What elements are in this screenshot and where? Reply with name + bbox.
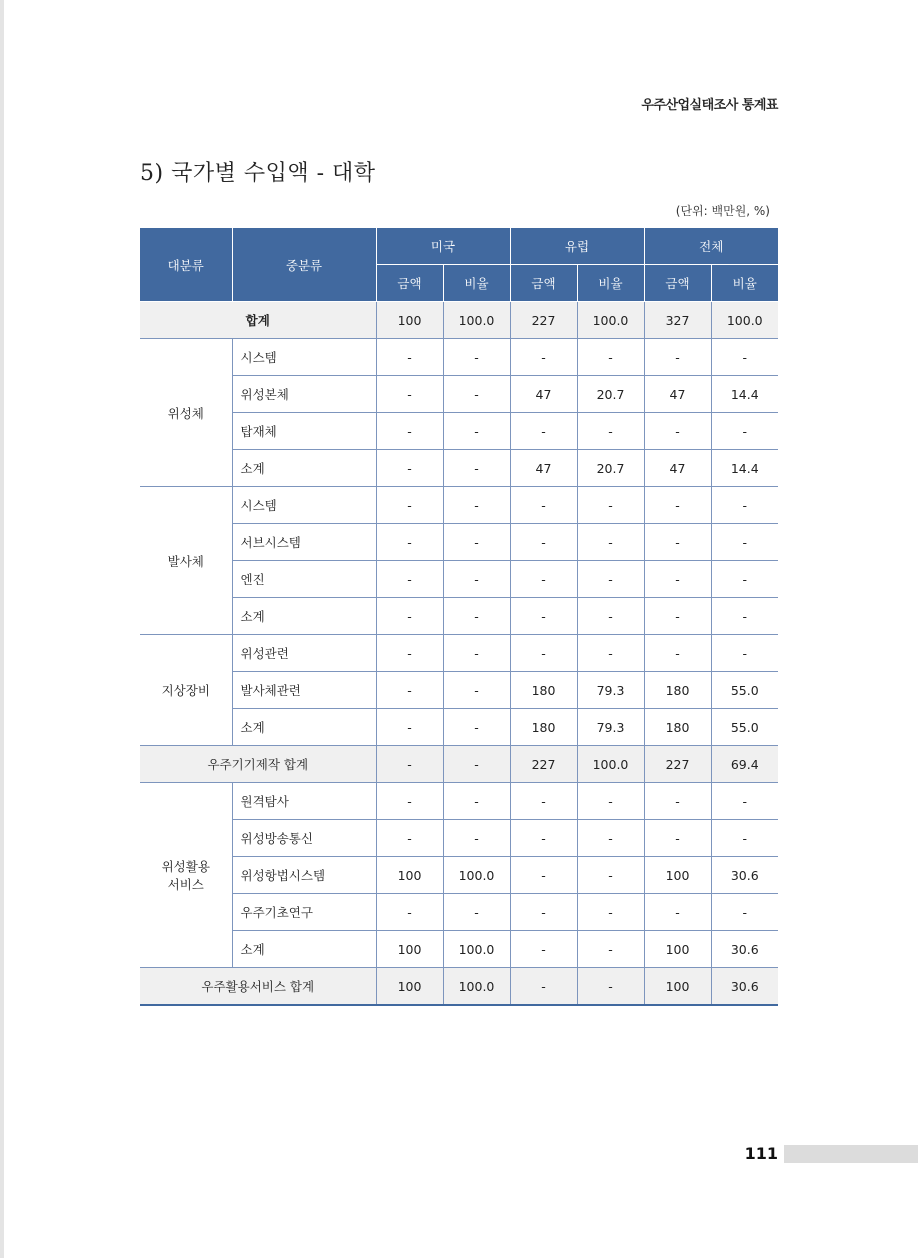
subcategory-label: 시스템: [232, 339, 376, 376]
table-row-grand-total: [140, 302, 778, 339]
table-row: [140, 487, 778, 524]
cell-value: 100: [644, 968, 711, 1006]
subcategory-label: 소계: [232, 598, 376, 635]
cell-value: -: [644, 598, 711, 635]
header-amount: 금액: [644, 265, 711, 302]
cell-value: -: [376, 894, 443, 931]
cell-value: -: [510, 820, 577, 857]
table-row: [140, 376, 778, 413]
category-label-line: 서비스: [167, 877, 204, 892]
table-row: [140, 709, 778, 746]
subcategory-label: 소계: [232, 931, 376, 968]
cell-value: -: [644, 487, 711, 524]
cell-value: 14.4: [711, 450, 778, 487]
cell-value: -: [510, 339, 577, 376]
subcategory-label: 위성항법시스템: [232, 857, 376, 894]
cell-value: 20.7: [577, 450, 644, 487]
header-minor-category: 중분류: [232, 228, 376, 302]
cell-value: 100: [376, 302, 443, 339]
subcategory-label: 소계: [232, 450, 376, 487]
cell-value: 30.6: [711, 968, 778, 1006]
header-group-usa: 미국: [376, 228, 510, 265]
subcategory-label: 탑재체: [232, 413, 376, 450]
subcategory-label: 위성관련: [232, 635, 376, 672]
cell-value: -: [510, 635, 577, 672]
table-row: [140, 672, 778, 709]
cell-value: -: [376, 487, 443, 524]
subcategory-label: 소계: [232, 709, 376, 746]
table-row: [140, 450, 778, 487]
cell-value: -: [644, 561, 711, 598]
cell-value: 327: [644, 302, 711, 339]
table-row: [140, 635, 778, 672]
cell-value: 100.0: [577, 302, 644, 339]
cell-value: 100.0: [577, 746, 644, 783]
cell-value: -: [577, 894, 644, 931]
cell-value: -: [644, 894, 711, 931]
header-ratio: 비율: [443, 265, 510, 302]
cell-value: -: [443, 709, 510, 746]
cell-value: -: [644, 339, 711, 376]
cell-value: -: [443, 820, 510, 857]
row-label: 합계: [140, 302, 376, 339]
subcategory-label: 발사체관련: [232, 672, 376, 709]
cell-value: -: [510, 561, 577, 598]
table-row: [140, 413, 778, 450]
cell-value: 180: [644, 672, 711, 709]
cell-value: -: [577, 931, 644, 968]
cell-value: -: [376, 376, 443, 413]
cell-value: 180: [644, 709, 711, 746]
cell-value: 100.0: [443, 857, 510, 894]
cell-value: -: [443, 339, 510, 376]
cell-value: -: [711, 339, 778, 376]
cell-value: -: [510, 598, 577, 635]
section-title: 5) 국가별 수입액 - 대학: [140, 161, 376, 186]
table-row: [140, 931, 778, 968]
subcategory-label: 위성본체: [232, 376, 376, 413]
cell-value: 30.6: [711, 931, 778, 968]
cell-value: -: [577, 783, 644, 820]
header-ratio: 비율: [577, 265, 644, 302]
cell-value: -: [443, 672, 510, 709]
table-row: [140, 857, 778, 894]
table-row: [140, 561, 778, 598]
cell-value: -: [376, 413, 443, 450]
cell-value: -: [376, 524, 443, 561]
table-row: [140, 598, 778, 635]
cell-value: -: [510, 894, 577, 931]
table-row: [140, 783, 778, 820]
cell-value: -: [577, 968, 644, 1006]
cell-value: 30.6: [711, 857, 778, 894]
cell-value: 79.3: [577, 709, 644, 746]
cell-value: -: [376, 450, 443, 487]
category-label: [140, 783, 232, 968]
cell-value: 227: [644, 746, 711, 783]
cell-value: -: [711, 487, 778, 524]
category-label: 발사체: [140, 487, 232, 635]
cell-value: 47: [644, 376, 711, 413]
cell-value: -: [644, 524, 711, 561]
subcategory-label: 위성방송통신: [232, 820, 376, 857]
cell-value: -: [577, 339, 644, 376]
running-header: 우주산업실태조사 통계표: [641, 98, 778, 113]
cell-value: -: [711, 524, 778, 561]
subcategory-label: 우주기초연구: [232, 894, 376, 931]
cell-value: -: [443, 746, 510, 783]
cell-value: -: [376, 635, 443, 672]
cell-value: -: [711, 894, 778, 931]
table-row: [140, 820, 778, 857]
cell-value: -: [376, 598, 443, 635]
cell-value: -: [376, 672, 443, 709]
category-label: 위성체: [140, 339, 232, 487]
cell-value: -: [577, 635, 644, 672]
cell-value: -: [577, 487, 644, 524]
cell-value: 55.0: [711, 709, 778, 746]
cell-value: -: [510, 487, 577, 524]
page-left-edge: [0, 0, 4, 1258]
cell-value: 180: [510, 672, 577, 709]
cell-value: 100.0: [443, 931, 510, 968]
cell-value: -: [577, 598, 644, 635]
header-amount: 금액: [376, 265, 443, 302]
cell-value: -: [443, 450, 510, 487]
cell-value: -: [443, 524, 510, 561]
cell-value: -: [577, 561, 644, 598]
cell-value: -: [577, 857, 644, 894]
cell-value: 100: [644, 857, 711, 894]
subcategory-label: 원격탐사: [232, 783, 376, 820]
cell-value: -: [443, 413, 510, 450]
cell-value: -: [376, 561, 443, 598]
cell-value: -: [443, 783, 510, 820]
cell-value: -: [510, 783, 577, 820]
cell-value: -: [510, 931, 577, 968]
header-group-total: 전체: [644, 228, 778, 265]
cell-value: 100.0: [443, 968, 510, 1006]
cell-value: 227: [510, 746, 577, 783]
table-row-manufacturing-total: [140, 746, 778, 783]
cell-value: 69.4: [711, 746, 778, 783]
table-row: [140, 339, 778, 376]
page-number: 111: [744, 1144, 778, 1163]
cell-value: -: [510, 968, 577, 1006]
cell-value: 100.0: [711, 302, 778, 339]
header-major-category: 대분류: [140, 228, 232, 302]
cell-value: 47: [510, 450, 577, 487]
cell-value: -: [443, 376, 510, 413]
cell-value: -: [376, 820, 443, 857]
cell-value: -: [510, 857, 577, 894]
cell-value: -: [711, 413, 778, 450]
subcategory-label: 서브시스템: [232, 524, 376, 561]
cell-value: 227: [510, 302, 577, 339]
header-group-europe: 유럽: [510, 228, 644, 265]
row-label: 우주기기제작 합계: [140, 746, 376, 783]
cell-value: 14.4: [711, 376, 778, 413]
cell-value: 47: [510, 376, 577, 413]
cell-value: -: [711, 598, 778, 635]
page-number-bar: [784, 1145, 918, 1163]
cell-value: 100: [376, 968, 443, 1006]
subcategory-label: 시스템: [232, 487, 376, 524]
cell-value: 100: [376, 857, 443, 894]
cell-value: 79.3: [577, 672, 644, 709]
unit-note: (단위: 백만원, %): [675, 204, 770, 218]
row-label: 우주활용서비스 합계: [140, 968, 376, 1006]
cell-value: -: [577, 524, 644, 561]
category-label: 지상장비: [140, 635, 232, 746]
cell-value: -: [376, 339, 443, 376]
subcategory-label: 엔진: [232, 561, 376, 598]
cell-value: -: [510, 413, 577, 450]
cell-value: 20.7: [577, 376, 644, 413]
cell-value: 180: [510, 709, 577, 746]
cell-value: 100: [644, 931, 711, 968]
cell-value: -: [711, 820, 778, 857]
cell-value: -: [577, 413, 644, 450]
cell-value: -: [711, 561, 778, 598]
cell-value: -: [644, 783, 711, 820]
cell-value: -: [376, 709, 443, 746]
cell-value: -: [577, 820, 644, 857]
cell-value: -: [510, 524, 577, 561]
header-ratio: 비율: [711, 265, 778, 302]
cell-value: 100: [376, 931, 443, 968]
cell-value: -: [644, 413, 711, 450]
cell-value: -: [443, 487, 510, 524]
import-by-country-table: [140, 227, 778, 1006]
cell-value: -: [711, 635, 778, 672]
table-row-services-total: [140, 968, 778, 1006]
header-amount: 금액: [510, 265, 577, 302]
cell-value: 55.0: [711, 672, 778, 709]
cell-value: -: [644, 635, 711, 672]
cell-value: -: [711, 783, 778, 820]
cell-value: -: [644, 820, 711, 857]
cell-value: -: [443, 598, 510, 635]
cell-value: -: [443, 635, 510, 672]
category-label-line: 위성활용: [161, 859, 210, 874]
cell-value: -: [443, 561, 510, 598]
cell-value: -: [443, 894, 510, 931]
table-row: [140, 894, 778, 931]
cell-value: 47: [644, 450, 711, 487]
table-row: [140, 524, 778, 561]
cell-value: -: [376, 783, 443, 820]
cell-value: 100.0: [443, 302, 510, 339]
cell-value: -: [376, 746, 443, 783]
